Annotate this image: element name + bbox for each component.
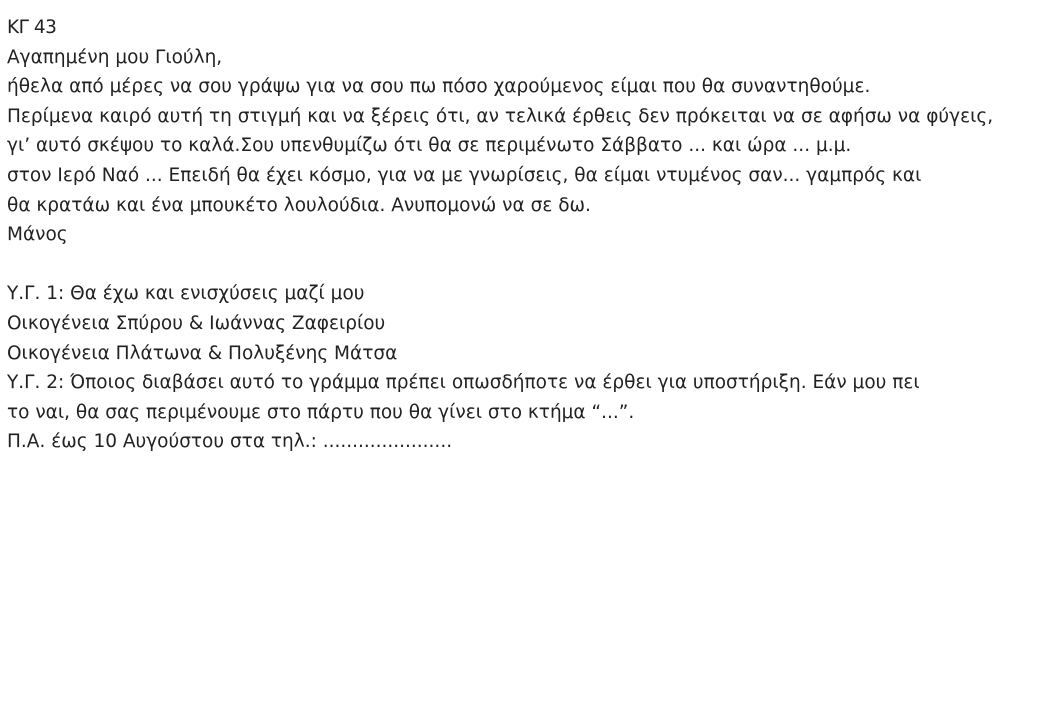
salutation: Αγαπημένη μου Γιούλη,: [7, 46, 223, 68]
body-line: θα κρατάω και ένα μπουκέτο λουλούδια. Ανυπομονώ να σε δω.: [7, 194, 591, 216]
body-line: Περίμενα καιρό αυτή τη στιγμή και να ξέρεις ότι, αν τελικά έρθεις δεν πρόκειται να σε αφήσω να φύγεις,: [7, 105, 994, 127]
postscript-line: Οικογένεια Πλάτωνα & Πολυξένης Μάτσα: [7, 342, 398, 364]
postscript-line: Οικογένεια Σπύρου & Ιωάννας Ζαφειρίου: [7, 312, 386, 334]
letter-body: [7, 72, 1035, 220]
body-line: στον Ιερό Ναό ... Επειδή θα έχει κόσμο, για να με γνωρίσεις, θα είμαι ντυμένος σαν... γαμπρός και: [7, 164, 922, 186]
letter-document: [7, 13, 1035, 457]
postscript-line: Υ.Γ. 2: Όποιος διαβάσει αυτό το γράμμα πρέπει οπωσδήποτε να έρθει για υποστήριξη. Εάν μου πει: [7, 372, 920, 394]
document-code: ΚΓ 43: [7, 17, 57, 38]
body-line: ήθελα από μέρες να σου γράψω για να σου πω πόσο χαρούμενος είμαι που θα συναντηθούμε.: [7, 76, 871, 98]
postscript-line: Υ.Γ. 1: Θα έχω και ενισχύσεις μαζί μου: [7, 283, 365, 305]
postscript-line: το ναι, θα σας περιμένουμε στο πάρτυ που θα γίνει στο κτήμα “...”.: [7, 401, 635, 423]
paragraph-spacer: [7, 250, 1035, 280]
postscript-line: Π.Α. έως 10 Αυγούστου στα τηλ.: ......................: [7, 431, 453, 453]
signature: Μάνος: [7, 224, 68, 246]
body-line: γι’ αυτό σκέψου το καλά.Σου υπενθυμίζω ότι θα σε περιμένωτο Σάββατο ... και ώρα ... μ.μ.: [7, 135, 852, 157]
postscript: [7, 279, 1035, 457]
